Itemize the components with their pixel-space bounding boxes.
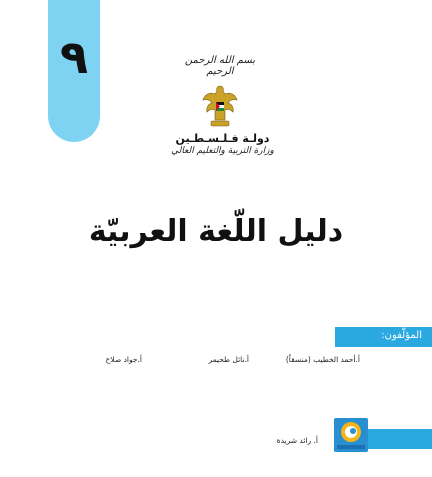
eagle-emblem-icon (201, 82, 239, 130)
reviewer-name: أ. رائد شريدة (276, 436, 318, 445)
reviewer-bar (368, 429, 432, 449)
state-name: دولـة فـلـسـطـين (175, 132, 270, 145)
grade-tab (48, 0, 100, 142)
curriculum-center-logo-icon (334, 418, 368, 452)
grade-number: ٩ (59, 30, 89, 84)
book-title: دليل اللّغة العربيّة (88, 214, 344, 249)
basmala: بسم الله الرحمن الرحيم (184, 55, 256, 77)
author-1: أ.أحمد الخطيب (منسقاً) (285, 355, 360, 364)
authors-bar (335, 327, 432, 347)
author-2: أ.نائل طحيمر (208, 355, 249, 364)
authors-label: المؤلّفون: (381, 330, 422, 341)
author-3: أ.جواد صلاح (105, 355, 142, 364)
ministry-name: وزارة التربية والتعليم العالي (171, 146, 274, 156)
